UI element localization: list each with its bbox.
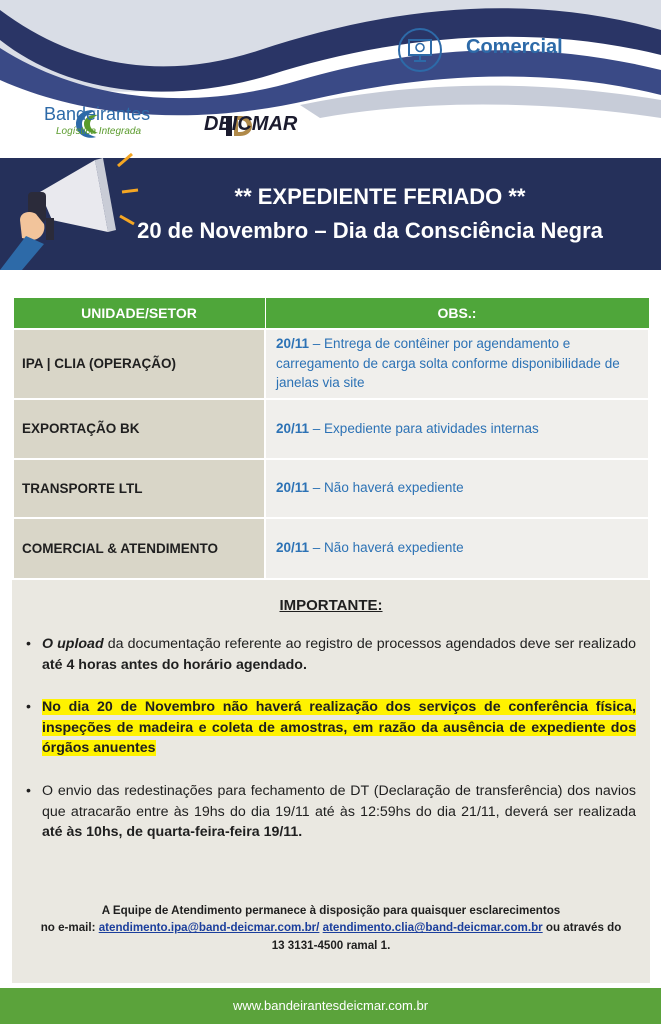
list-item	[26, 781, 636, 843]
obs-cell	[265, 329, 649, 399]
contact-phone: 13 3131-4500 ramal 1.	[271, 938, 391, 952]
important-title: IMPORTANTE:	[279, 597, 383, 614]
important-list	[26, 634, 636, 865]
obs-text: – Não haverá expediente	[309, 540, 464, 556]
obs-text: – Expediente para atividades internas	[309, 420, 539, 436]
presentation-icon	[398, 28, 442, 72]
megaphone-icon	[0, 140, 140, 270]
list-item	[26, 697, 636, 759]
obs-date: 20/11	[276, 540, 310, 556]
banner-title: ** EXPEDIENTE FERIADO **	[234, 184, 526, 209]
unit-cell: EXPORTAÇÃO BK	[13, 399, 265, 459]
contact-suffix: ou através do	[542, 921, 622, 935]
contact-line2	[12, 919, 650, 936]
obs-text: – Não haverá expediente	[309, 480, 464, 496]
table-row	[13, 329, 649, 399]
table-header-row	[13, 298, 649, 329]
important-section	[12, 580, 650, 983]
bullet2-highlight: No dia 20 de Novembro não haverá realização dos serviços de conferência física, inspeções de madeira e coleta de amostras, em razão da ausência de expediente dos órgãos anuentes	[42, 699, 636, 757]
contact-info	[12, 902, 650, 954]
obs-date: 20/11	[276, 420, 310, 436]
brand1-name: Bandeirantes	[44, 104, 151, 124]
contact-line1: A Equipe de Atendimento permanece à disposição para quaisquer esclarecimentos	[101, 904, 561, 917]
obs-cell	[265, 518, 649, 579]
table-row	[13, 399, 649, 459]
brand2-name: DEICMAR	[204, 113, 298, 135]
section-title: Comercial	[466, 36, 563, 58]
bullet1-text: da documentação referente ao registro de processos agendados deve ser realizado	[103, 636, 636, 652]
table-row	[13, 459, 649, 518]
schedule-table	[12, 297, 650, 580]
table-row	[13, 518, 649, 579]
list-item	[26, 634, 636, 675]
column-header-unit: UNIDADE/SETOR	[13, 298, 265, 329]
footer	[0, 988, 661, 1024]
obs-date: 20/11	[276, 480, 310, 496]
bullet3-text: O envio das redestinações para fechamento de DT (Declaração de transferência) dos navios que atracarão entre às 19hs do dia 19/11 até às 12:59hs do dia 21/11, deverá ser realizada	[42, 782, 636, 820]
unit-cell: COMERCIAL & ATENDIMENTO	[13, 518, 265, 579]
website-link[interactable]: www.bandeirantesdeicmar.com.br	[232, 998, 429, 1013]
obs-cell	[265, 459, 649, 518]
obs-cell	[265, 399, 649, 459]
column-header-obs: OBS.:	[265, 298, 649, 329]
obs-text: – Entrega de contêiner por agendamento e carregamento de carga solta conforme disponibilidade de janelas via site	[276, 336, 620, 391]
email-clia-link[interactable]: atendimento.clia@band-deicmar.com.br	[322, 921, 543, 935]
brand1-subtitle: Logística Integrada	[56, 126, 142, 137]
header	[0, 0, 661, 160]
contact-prefix: no e-mail:	[40, 921, 99, 935]
bullet1-bold: até 4 horas antes do horário agendado.	[42, 656, 307, 673]
unit-cell: IPA | CLIA (OPERAÇÃO)	[13, 329, 265, 399]
unit-cell: TRANSPORTE LTL	[13, 459, 265, 518]
bullet3-bold: até às 10hs, de quarta-feira-feira 19/11.	[42, 824, 303, 841]
email-ipa-link[interactable]: atendimento.ipa@band-deicmar.com.br/	[98, 921, 320, 935]
obs-date: 20/11	[276, 336, 310, 352]
bullet1-lead: O upload	[42, 636, 104, 652]
banner-subtitle: 20 de Novembro – Dia da Consciência Negra	[137, 218, 603, 243]
